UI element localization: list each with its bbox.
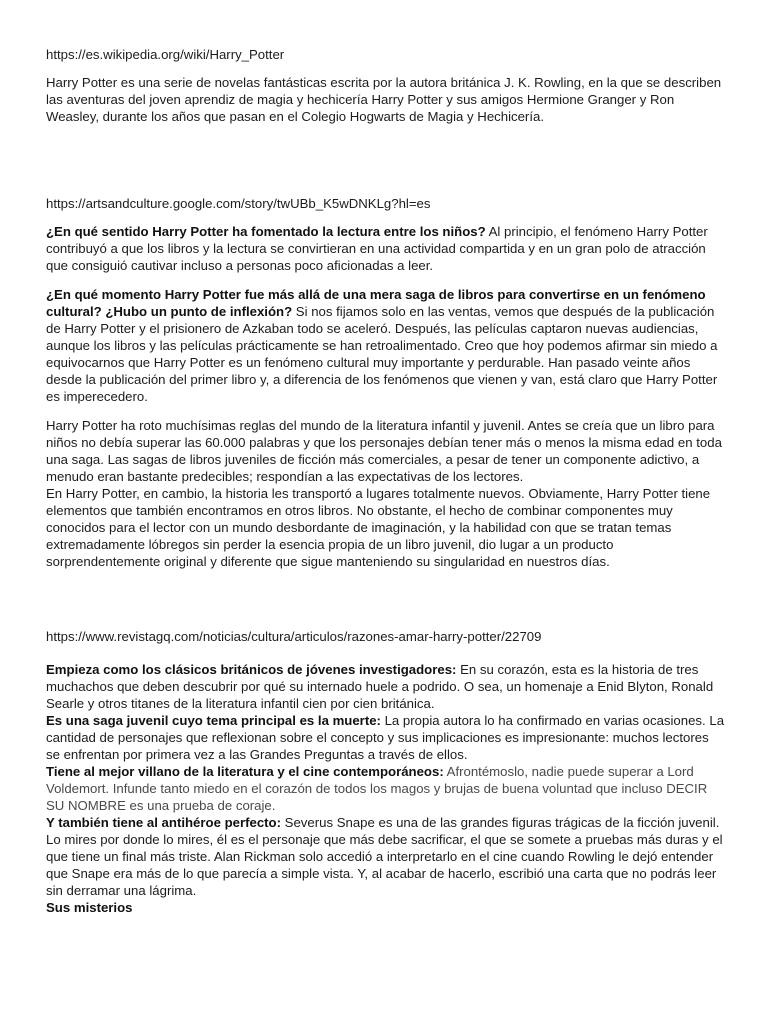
reason-text: Severus Snape es una de las grandes figuras trágicas de la ficción juvenil. Lo mires por donde lo mires, él es el personaje que más debe sacrificar, el que se somete a pruebas más duras y el que tiene un final más triste. Alan Rickman solo accedió a interpretarlo en el cine cuando Rowling le dejó entender que Snape era más de lo que parecía a simple vista. Y, al acabar de hacerlo, escribió una carta que no podrás leer sin derramar una lágrima. [46,815,723,898]
reason-item [46,661,726,712]
reason-heading: Tiene al mejor villano de la literatura y el cine contemporáneos: [46,764,444,779]
source-url-wikipedia[interactable]: https://es.wikipedia.org/wiki/Harry_Potter [46,47,285,62]
rules-paragraph-b: En Harry Potter, en cambio, la historia les transportó a lugares totalmente nuevos. Obviamente, Harry Potter tiene elementos que también encontramos en otros libros. No obstante, el hecho de combinar componentes muy conocidos para el lector con un mundo desbordante de imaginación, y la habilidad con que se tratan temas extremadamente lóbregos sin perder la esencia propia de un libro juvenil, dio lugar a un producto sorprendentemente original y diferente que sigue manteniendo su singularidad en nuestros días. [46,486,711,569]
qa-question: ¿En qué momento Harry Potter fue más allá de una mera saga de libros para convertirse en un fenómeno cultural? ¿Hubo un punto de inflexión? [46,287,706,319]
source-url-revistagq[interactable]: https://www.revistagq.com/noticias/cultura/articulos/razones-amar-harry-potter/22709 [46,629,542,644]
reason-heading: Es una saga juvenil cuyo tema principal es la muerte: [46,713,381,728]
reason-text: En su corazón, esta es la historia de tres muchachos que deben descubrir por qué su internado huele a podrido. O sea, un homenaje a Enid Blyton, Ronald Searle y otros titanes de la literatura infantil cien por cien británica. [46,662,714,711]
reason-text: Afrontémoslo, nadie puede superar a Lord Voldemort. Infunde tanto miedo en el corazón de todos los magos y brujas de buena voluntad que incluso DECIR SU NOMBRE es una prueba de coraje. [46,764,708,813]
source-url-artsandculture[interactable]: https://artsandculture.google.com/story/twUBb_K5wDNKLg?hl=es [46,196,431,211]
reason-item [46,899,726,916]
reason-item [46,814,726,899]
qa-item-reading [46,223,726,274]
intro-paragraph: Harry Potter es una serie de novelas fantásticas escrita por la autora británica J. K. Rowling, en la que se describen las aventuras del joven aprendiz de magia y hechicería Harry Potter y sus amigos Hermione Granger y Ron Weasley, durante los años que pasan en el Colegio Hogwarts de Magia y Hechicería. [46,75,722,124]
qa-item-cultural-phenomenon [46,286,726,405]
reason-heading: Sus misterios [46,900,133,915]
reason-text: La propia autora lo ha confirmado en varias ocasiones. La cantidad de personajes que reflexionan sobre el concepto y sus implicaciones es impresionante: muchos lectores se enfrentan por primera vez a las Grandes Preguntas a través de ellos. [46,713,725,762]
rules-paragraph [46,417,726,570]
reasons-list [46,661,726,916]
rules-paragraph-a: Harry Potter ha roto muchísimas reglas del mundo de la literatura infantil y juvenil. Antes se creía que un libro para niños no debía superar las 60.000 palabras y que los personajes debían tener más o menos la misma edad en toda una saga. Las sagas de libros juveniles de ficción más comerciales, a pesar de tener un componente adictivo, a menudo eran bastante predecibles; respondían a las expectativas de los lectores. [46,418,722,484]
qa-answer: Si nos fijamos solo en las ventas, vemos que después de la publicación de Harry Potter y el prisionero de Azkaban todo se aceleró. Después, las películas captaron nuevas audiencias, aunque los libros y las películas prácticamente se han retroalimentado. Creo que hoy podemos afirmar sin miedo a equivocarnos que Harry Potter es un fenómeno cultural muy importante y perdurable. Han pasado veinte años desde la publicación del primer libro y, a diferencia de los fenómenos que vienen y van, está claro que Harry Potter es imperecedero. [46,304,718,404]
reason-heading: Y también tiene al antihéroe perfecto: [46,815,281,830]
reason-item [46,763,726,814]
qa-question: ¿En qué sentido Harry Potter ha fomentado la lectura entre los niños? [46,224,486,239]
qa-answer: Al principio, el fenómeno Harry Potter contribuyó a que los libros y la lectura se convirtieran en una actividad compartida y en un gran polo de atracción que consiguió cautivar incluso a personas poco aficionadas a leer. [46,224,708,273]
reason-item [46,712,726,763]
reason-heading: Empieza como los clásicos británicos de jóvenes investigadores: [46,662,457,677]
